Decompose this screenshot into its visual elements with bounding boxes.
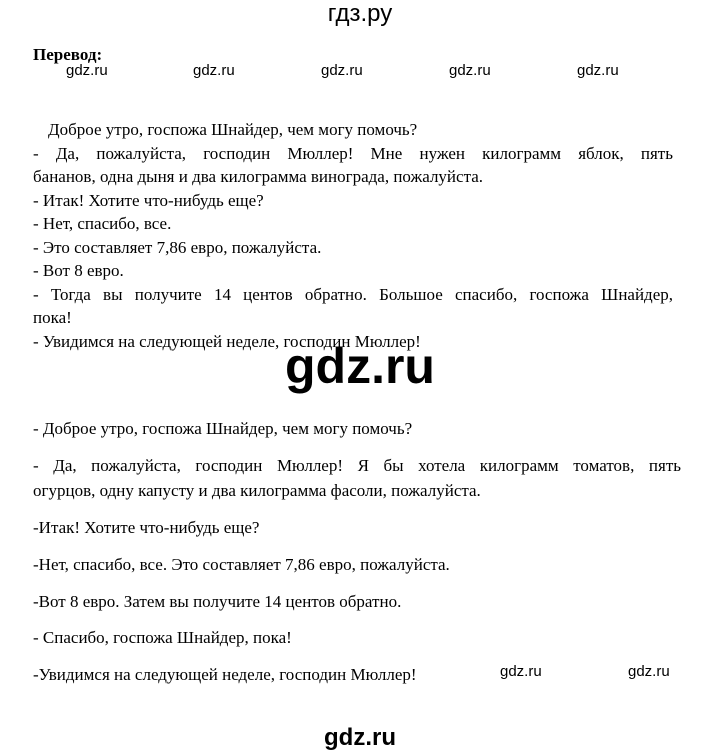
watermark-text: gdz.ru [449,62,491,79]
watermark-text: gdz.ru [500,663,542,680]
watermark-footer: gdz.ru [324,724,396,751]
watermark-text: gdz.ru [628,663,670,680]
watermark-text: gdz.ru [66,62,108,79]
watermark-text: gdz.ru [577,62,619,79]
dialog-line: - Тогда вы получите 14 центов обратно. Большое спасибо, госпожа Шнайдер, [33,284,673,304]
watermark-text: gdz.ru [321,62,363,79]
dialog-line: Доброе утро, госпожа Шнайдер, чем могу помочь? [48,120,418,139]
section-title: Перевод: [33,45,103,64]
dialog-paragraph: -Нет, спасибо, все. Это составляет 7,86 евро, пожалуйста. [33,555,450,574]
dialog-line: пока! [33,308,72,327]
dialog-paragraph: - Спасибо, госпожа Шнайдер, пока! [33,628,292,647]
dialog-paragraph: -Итак! Хотите что-нибудь еще? [33,518,260,537]
dialog-line: - Да, пожалуйста, господин Мюллер! Мне нужен килограмм яблок, пять [33,143,673,163]
dialog-paragraph: -Вот 8 евро. Затем вы получите 14 центов обратно. [33,592,402,611]
dialog-line: - Это составляет 7,86 евро, пожалуйста. [33,237,322,257]
dialog-line: - Нет, спасибо, все. [33,214,172,233]
dialog-paragraph: - Доброе утро, госпожа Шнайдер, чем могу помочь? [33,419,413,438]
dialog-paragraph: -Увидимся на следующей неделе, господин Мюллер! [33,665,417,684]
dialog-paragraph-line: - Да, пожалуйста, господин Мюллер! Я бы хотела килограмм томатов, пять [33,456,681,475]
dialog-line: бананов, одна дыня и два килограмма винограда, пожалуйста. [33,167,484,186]
watermark-text: gdz.ru [193,62,235,79]
dialog-line: - Итак! Хотите что-нибудь еще? [33,190,264,210]
dialog-line: - Вот 8 евро. [33,261,124,280]
dialog-second-translation [33,0,681,755]
site-header: гдз.ру [327,0,393,27]
dialog-line: - Увидимся на следующей неделе, господин Мюллер! [33,331,421,351]
watermark-large-center: gdz.ru [285,338,435,394]
dialog-paragraph-line: огурцов, одну капусту и два килограмма фасоли, пожалуйста. [33,481,481,500]
